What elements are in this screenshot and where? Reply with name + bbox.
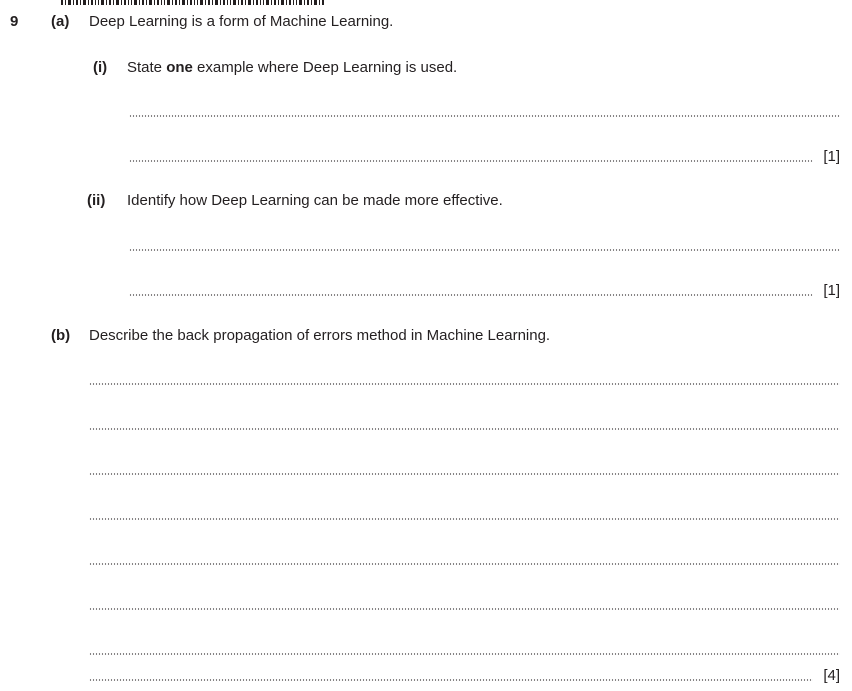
part-a-label: (a) <box>51 13 70 30</box>
answer-line-b-7[interactable] <box>89 653 840 655</box>
answer-line-ii-1[interactable] <box>129 249 840 251</box>
answer-line-ii-2[interactable] <box>129 294 813 296</box>
marks-ii: [1] <box>823 282 840 299</box>
answer-line-b-6[interactable] <box>89 608 840 610</box>
answer-line-i-1[interactable] <box>129 115 840 117</box>
answer-line-b-1[interactable] <box>89 383 840 385</box>
sub-i-label: (i) <box>93 59 108 76</box>
answer-line-b-3[interactable] <box>89 473 840 475</box>
marks-b: [4] <box>823 667 840 684</box>
sub-ii-label: (ii) <box>87 192 106 209</box>
answer-line-b-2[interactable] <box>89 428 840 430</box>
part-b-question: Describe the back propagation of errors method in Machine Learning. <box>89 327 551 344</box>
part-b-label: (b) <box>51 327 71 344</box>
part-a-stem: Deep Learning is a form of Machine Learning. <box>89 13 394 30</box>
sub-ii-question: Identify how Deep Learning can be made more effective. <box>127 192 503 209</box>
answer-line-b-5[interactable] <box>89 563 840 565</box>
answer-line-b-8[interactable] <box>89 679 813 681</box>
sub-i-question: State one example where Deep Learning is used. <box>127 59 458 76</box>
answer-line-b-4[interactable] <box>89 518 840 520</box>
barcode <box>61 0 326 5</box>
answer-line-i-2[interactable] <box>129 160 813 162</box>
marks-i: [1] <box>823 148 840 165</box>
question-number: 9 <box>10 13 19 30</box>
